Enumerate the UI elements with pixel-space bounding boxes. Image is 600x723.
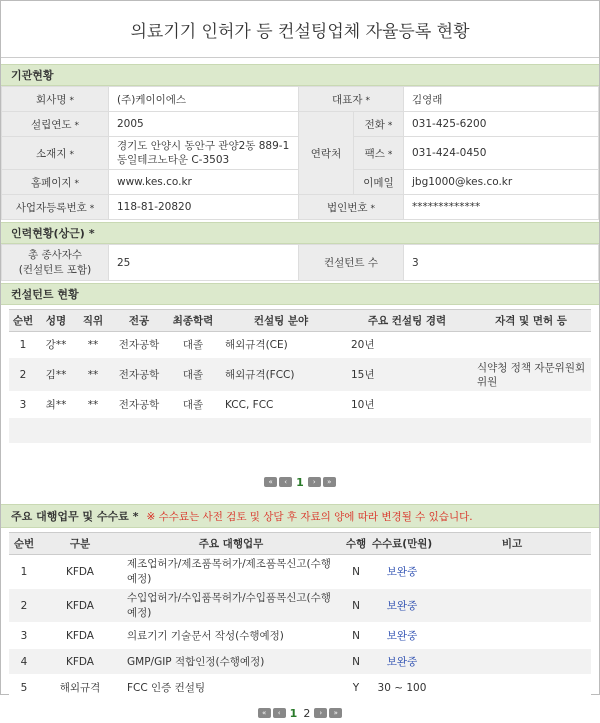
col-position: 직위 xyxy=(75,310,111,332)
col-no: 순번 xyxy=(9,310,37,332)
consultants-table xyxy=(9,309,591,470)
col-career: 주요 컨설팅 경력 xyxy=(343,310,471,332)
cell-category: KFDA xyxy=(39,649,121,675)
cell-note xyxy=(433,589,591,623)
table-row-empty xyxy=(9,444,591,470)
biznum-value: 118-81-20820 xyxy=(109,195,299,220)
cell-category: 해외규격 xyxy=(39,675,121,701)
address-label: 소재지 * xyxy=(2,137,109,170)
page-number[interactable]: 2 xyxy=(303,706,311,720)
table-row xyxy=(9,555,591,589)
cell-education: 대졸 xyxy=(167,332,219,358)
table-row-empty xyxy=(9,418,591,444)
cell-field: 해외규격(CE) xyxy=(219,332,343,358)
col-task: 주요 대행업무 xyxy=(121,533,341,555)
company-value: (주)케이이에스 xyxy=(109,87,299,112)
cell-no: 4 xyxy=(9,649,39,675)
section-staff: 인력현황(상근) * xyxy=(1,222,599,244)
cell-career: 20년 xyxy=(343,332,471,358)
col-category: 구분 xyxy=(39,533,121,555)
cell-fee: 보완중 xyxy=(371,555,433,589)
homepage-value[interactable]: www.kes.co.kr xyxy=(109,170,299,195)
total-staff-value: 25 xyxy=(109,245,299,281)
page-title: 의료기기 인허가 등 컨설팅업체 자율등록 현황 xyxy=(1,1,599,58)
cell-education: 대졸 xyxy=(167,358,219,392)
cell-task: 수입업허가/수입품목허가/수입품목신고(수행예정) xyxy=(121,589,341,623)
col-field: 컨설팅 분야 xyxy=(219,310,343,332)
table-row xyxy=(9,392,591,418)
cell-task: GMP/GIP 적합인정(수행예정) xyxy=(121,649,341,675)
tasks-table xyxy=(9,532,591,701)
cell-note xyxy=(433,675,591,701)
cell-field: KCC, FCC xyxy=(219,392,343,418)
homepage-label: 홈페이지 * xyxy=(2,170,109,195)
col-education: 최종학력 xyxy=(167,310,219,332)
ceo-value: 김영래 xyxy=(404,87,599,112)
consultant-count-label: 컨설턴트 수 xyxy=(299,245,404,281)
company-label: 회사명 * xyxy=(2,87,109,112)
fax-label: 팩스 * xyxy=(354,137,404,170)
col-performed: 수행 xyxy=(341,533,371,555)
corpnum-label: 법인번호 * xyxy=(299,195,404,220)
section-consultants-label: 컨설턴트 현황 xyxy=(11,288,79,301)
org-table xyxy=(1,86,599,220)
col-no: 순번 xyxy=(9,533,39,555)
cell-major: 전자공학 xyxy=(111,392,167,418)
cell-no: 3 xyxy=(9,623,39,649)
page-number[interactable]: 1 xyxy=(289,706,298,720)
cell-performed: N xyxy=(341,589,371,623)
first-page-icon[interactable]: « xyxy=(258,708,271,718)
contact-label: 연락처 xyxy=(299,112,354,195)
col-name: 성명 xyxy=(37,310,75,332)
table-row xyxy=(9,623,591,649)
cell-task: 제조업허가/제조품목허가/제조품목신고(수행예정) xyxy=(121,555,341,589)
section-tasks-label: 주요 대행업무 및 수수료 xyxy=(11,510,129,523)
table-row xyxy=(9,332,591,358)
last-page-icon[interactable]: » xyxy=(329,708,342,718)
col-note: 비고 xyxy=(433,533,591,555)
cell-performed: N xyxy=(341,555,371,589)
consultant-count-value: 3 xyxy=(404,245,599,281)
cell-category: KFDA xyxy=(39,623,121,649)
cell-performed: N xyxy=(341,623,371,649)
email-value[interactable]: jbg1000@kes.co.kr xyxy=(404,170,599,195)
founded-value: 2005 xyxy=(109,112,299,137)
cell-position: ** xyxy=(75,358,111,392)
fee-notice: ※ 수수료는 사전 검토 및 상담 후 자료의 양에 따라 변경될 수 있습니다. xyxy=(146,510,473,523)
table-row xyxy=(9,589,591,623)
phone-value: 031-425-6200 xyxy=(404,112,599,137)
table-row xyxy=(9,649,591,675)
cell-position: ** xyxy=(75,392,111,418)
next-page-icon[interactable]: › xyxy=(308,477,321,487)
section-org xyxy=(1,64,599,86)
cell-major: 전자공학 xyxy=(111,358,167,392)
cell-performed: Y xyxy=(341,675,371,701)
last-page-icon[interactable]: » xyxy=(323,477,336,487)
table-row xyxy=(9,358,591,392)
ceo-label: 대표자 * xyxy=(299,87,404,112)
email-label: 이메일 xyxy=(354,170,404,195)
cell-category: KFDA xyxy=(39,555,121,589)
cell-fee: 보완중 xyxy=(371,589,433,623)
cell-career: 10년 xyxy=(343,392,471,418)
next-page-icon[interactable]: › xyxy=(314,708,327,718)
cell-no: 1 xyxy=(9,555,39,589)
cell-no: 2 xyxy=(9,358,37,392)
cell-license: 식약청 정책 자문위원회 위원 xyxy=(471,358,591,392)
cell-fee: 보완중 xyxy=(371,649,433,675)
tasks-pager xyxy=(1,703,599,723)
section-tasks: 주요 대행업무 및 수수료 * ※ 수수료는 사전 검토 및 상담 후 자료의 양에 따라 변경될 수 있습니다. xyxy=(1,504,599,528)
col-major: 전공 xyxy=(111,310,167,332)
cell-major: 전자공학 xyxy=(111,332,167,358)
fax-value: 031-424-0450 xyxy=(404,137,599,170)
cell-fee: 30 ~ 100 xyxy=(371,675,433,701)
total-staff-label: 총 종사자수 (컨설턴트 포함) xyxy=(2,245,109,281)
biznum-label: 사업자등록번호 * xyxy=(2,195,109,220)
staff-table xyxy=(1,244,599,281)
section-consultants xyxy=(1,283,599,305)
cell-no: 3 xyxy=(9,392,37,418)
cell-no: 5 xyxy=(9,675,39,701)
cell-career: 15년 xyxy=(343,358,471,392)
col-license: 자격 및 면허 등 xyxy=(471,310,591,332)
cell-name: 김** xyxy=(37,358,75,392)
first-page-icon[interactable]: « xyxy=(264,477,277,487)
cell-performed: N xyxy=(341,649,371,675)
cell-note xyxy=(433,555,591,589)
table-row xyxy=(9,675,591,701)
founded-label: 설립연도 * xyxy=(2,112,109,137)
section-staff-label: 인력현황(상근) xyxy=(11,227,85,240)
cell-no: 2 xyxy=(9,589,39,623)
page-number[interactable]: 1 xyxy=(296,475,304,489)
cell-task: FCC 인증 컨설팅 xyxy=(121,675,341,701)
prev-page-icon[interactable]: ‹ xyxy=(273,708,286,718)
corpnum-value: ************* xyxy=(404,195,599,220)
cell-license xyxy=(471,392,591,418)
cell-note xyxy=(433,649,591,675)
cell-position: ** xyxy=(75,332,111,358)
cell-no: 1 xyxy=(9,332,37,358)
cell-note xyxy=(433,623,591,649)
section-org-label: 기관현황 xyxy=(11,69,54,82)
cell-task: 의료기기 기술문서 작성(수행예정) xyxy=(121,623,341,649)
cell-field: 해외규격(FCC) xyxy=(219,358,343,392)
cell-education: 대졸 xyxy=(167,392,219,418)
prev-page-icon[interactable]: ‹ xyxy=(279,477,292,487)
cell-category: KFDA xyxy=(39,589,121,623)
address-value: 경기도 안양시 동안구 관양2동 889-1동일테크노타운 C-3503 xyxy=(109,137,299,170)
cell-fee: 보완중 xyxy=(371,623,433,649)
consultants-pager xyxy=(1,472,599,492)
cell-name: 최** xyxy=(37,392,75,418)
cell-license xyxy=(471,332,591,358)
cell-name: 강** xyxy=(37,332,75,358)
phone-label: 전화 * xyxy=(354,112,404,137)
col-fee: 수수료(만원) xyxy=(371,533,433,555)
